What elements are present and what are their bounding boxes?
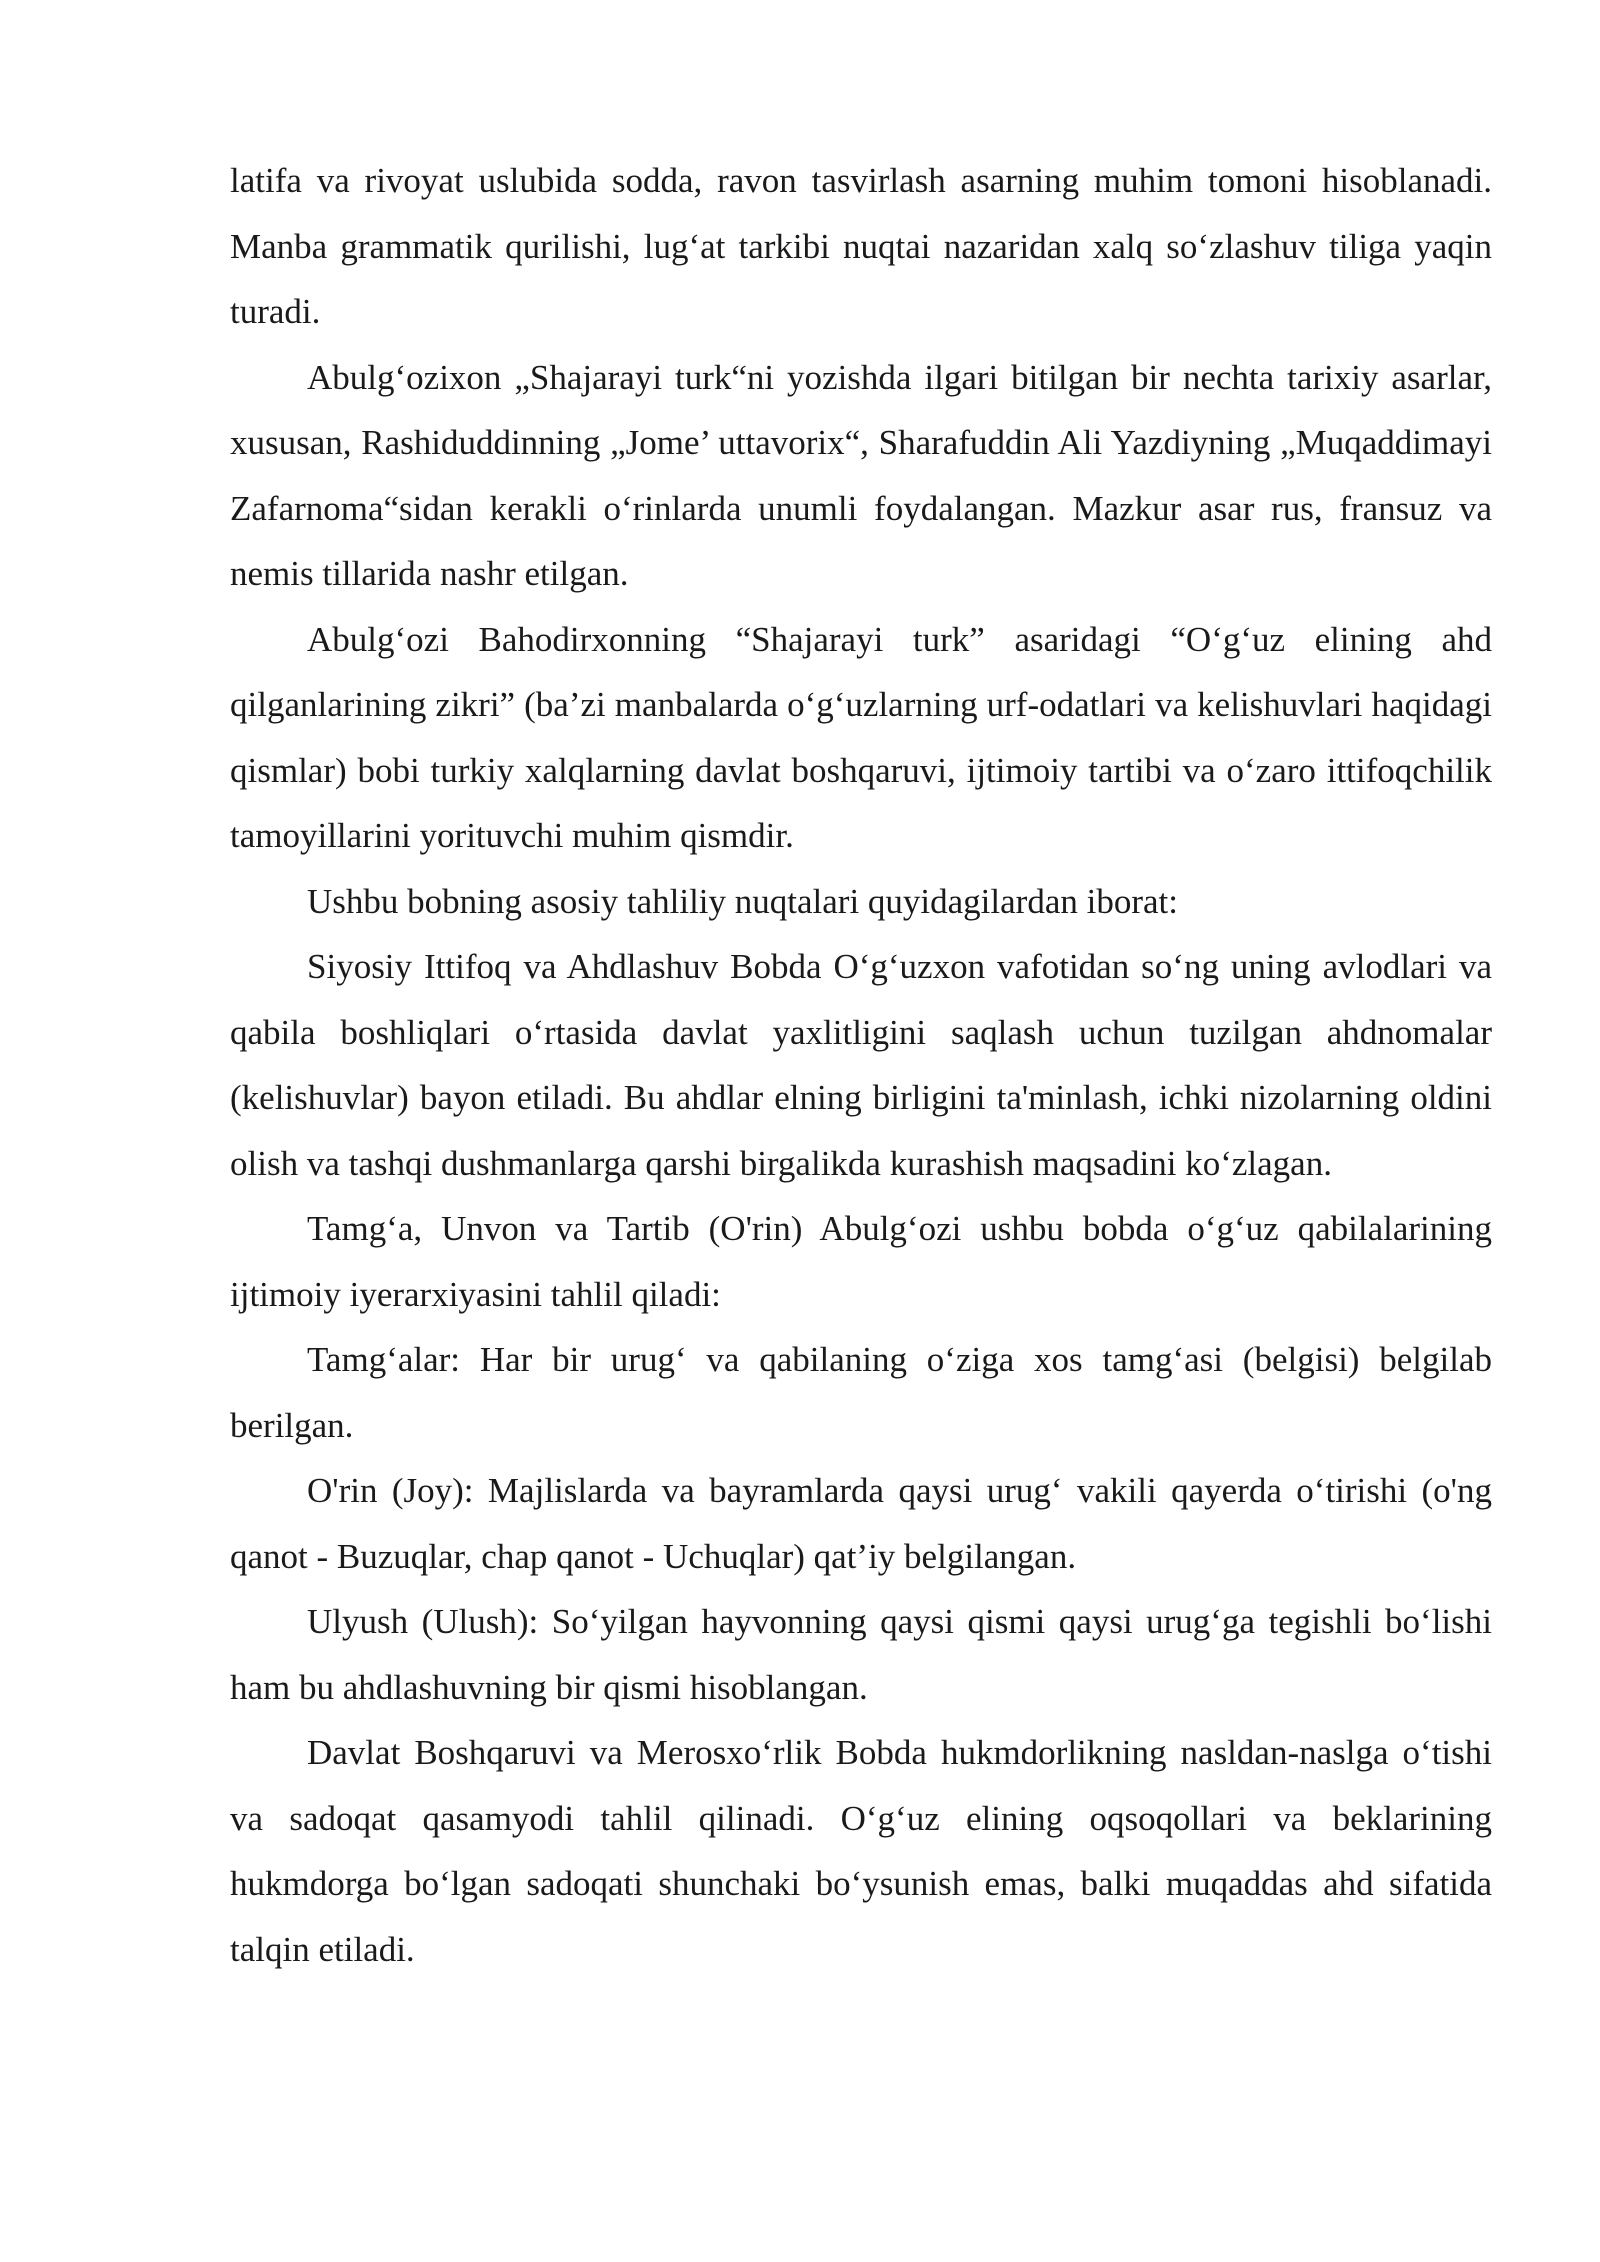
paragraph-9: Ulyush (Ulush): Soʻyilgan hayvonning qaysi qismi qaysi urugʻga tegishli boʻlishi ham bu ahdlashuvning bir qismi hisoblangan.	[230, 1602, 1492, 1707]
paragraph-2: Abulgʻozixon „Shajarayi turk“ni yozishda ilgari bitilgan bir nechta tarixiy asarlar, xususan, Rashiduddinning „Jome’ uttavorix“, Sharafuddin Ali Yazdiyning „Muqaddimayi Zafarnoma“sidan kerakli oʻrinlarda unumli foydalangan. Mazkur asar rus, fransuz va nemis tillarida nashr etilgan.	[230, 357, 1492, 593]
paragraph-3: Abulgʻozi Bahodirxonning “Shajarayi turk” asaridagi “Oʻgʻuz elining ahd qilganlarining zikri” (ba’zi manbalarda oʻgʻuzlarning urf-odatlari va kelishuvlari haqidagi qismlar) bobi turkiy xalqlarning davlat boshqaruvi, ijtimoiy tartibi va oʻzaro ittifoqchilik tamoyillarini yorituvchi muhim qismdir.	[230, 619, 1492, 855]
paragraph-7: Tamgʻalar: Har bir urugʻ va qabilaning oʻziga xos tamgʻasi (belgisi) belgilab berilgan.	[230, 1340, 1492, 1445]
paragraph-8: O'rin (Joy): Majlislarda va bayramlarda qaysi urugʻ vakili qayerda oʻtirishi (o'ng qanot - Buzuqlar, chap qanot - Uchuqlar) qat’iy belgilangan.	[230, 1471, 1492, 1576]
paragraph-6: Tamgʻa, Unvon va Tartib (O'rin) Abulgʻozi ushbu bobda oʻgʻuz qabilalarining ijtimoiy iyerarxiyasini tahlil qiladi:	[230, 1209, 1492, 1314]
paragraph-4: Ushbu bobning asosiy tahliliy nuqtalari quyidagilardan iborat:	[307, 881, 1178, 921]
paragraph-10: Davlat Boshqaruvi va Merosxoʻrlik Bobda hukmdorlikning nasldan-naslga oʻtishi va sadoqat qasamyodi tahlil qilinadi. Oʻgʻuz elining oqsoqollari va beklarining hukmdorga boʻlgan sadoqati shunchaki boʻysunish emas, balki muqaddas ahd sifatida talqin etiladi.	[230, 1733, 1492, 1969]
paragraph-1: latifa va rivoyat uslubida sodda, ravon tasvirlash asarning muhim tomoni hisoblanadi. Manba grammatik qurilishi, lugʻat tarkibi nuqtai nazaridan xalq soʻzlashuv tiliga yaqin turadi.	[230, 161, 1492, 331]
paragraph-5: Siyosiy Ittifoq va Ahdlashuv Bobda Oʻgʻuzxon vafotidan soʻng uning avlodlari va qabila boshliqlari oʻrtasida davlat yaxlitligini saqlash uchun tuzilgan ahdnomalar (kelishuvlar) bayon etiladi. Bu ahdlar elning birligini ta'minlash, ichki nizolarning oldini olish va tashqi dushmanlarga qarshi birgalikda kurashish maqsadini koʻzlagan.	[230, 947, 1492, 1183]
document-page	[230, 148, 1492, 1982]
